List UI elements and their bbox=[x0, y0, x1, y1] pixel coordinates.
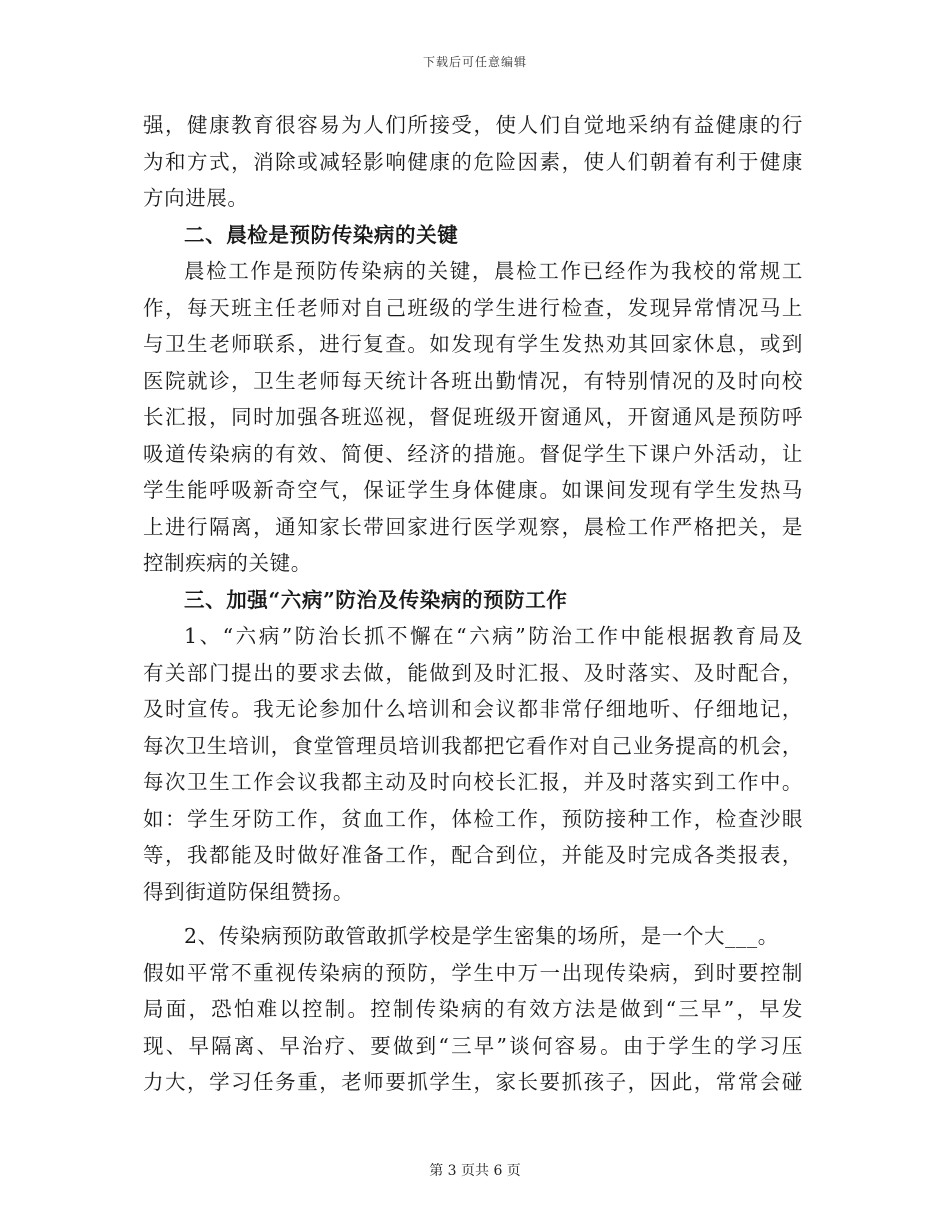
body-line: 学生能呼吸新奇空气，保证学生身体健康。如课间发现有学生发热马 bbox=[143, 478, 803, 502]
section-heading-3: 三、加强“六病”防治及传染病的预防工作 bbox=[184, 587, 568, 612]
body-line: 力大，学习任务重，老师要抓学生，家长要抓孩子，因此，常常会碰 bbox=[143, 1070, 803, 1094]
body-line: 假如平常不重视传染病的预防，学生中万一出现传染病，到时要控制 bbox=[143, 960, 803, 985]
body-line: 吸道传染病的有效、简便、经济的措施。督促学生下课户外活动，让 bbox=[143, 441, 803, 466]
body-line: 医院就诊，卫生老师每天统计各班出勤情况，有特别情况的及时向校 bbox=[143, 368, 803, 393]
body-line: 为和方式，消除或减轻影响健康的危险因素，使人们朝着有利于健康 bbox=[143, 149, 803, 174]
body-line: 长汇报，同时加强各班巡视，督促班级开窗通风，开窗通风是预防呼 bbox=[143, 405, 803, 429]
paragraph-gap bbox=[143, 910, 803, 918]
body-line: 局面，恐怕难以控制。控制传染病的有效方法是做到“三早”，早发 bbox=[143, 997, 803, 1021]
body-line: 控制疾病的关键。 bbox=[143, 551, 312, 575]
body-line: 如：学生牙防工作，贫血工作，体检工作，预防接种工作，检查沙眼 bbox=[143, 806, 803, 831]
body-line: 强，健康教育很容易为人们所接受，使人们自觉地采纳有益健康的行 bbox=[143, 113, 803, 137]
body-line: 每次卫生培训，食堂管理员培训我都把它看作对自己业务提高的机会， bbox=[143, 733, 803, 758]
body-line: 1、“六病”防治长抓不懈在“六病”防治工作中能根据教育局及 bbox=[184, 624, 803, 648]
body-line: 2、传染病预防敢管敢抓学校是学生密集的场所，是一个大___。 bbox=[184, 924, 779, 948]
body-line: 方向进展。 bbox=[143, 186, 249, 210]
body-line: 等，我都能及时做好准备工作，配合到位，并能及时完成各类报表， bbox=[143, 843, 803, 867]
body-line: 及时宣传。我无论参加什么培训和会议都非常仔细地听、仔细地记， bbox=[143, 697, 803, 721]
body-line: 现、早隔离、早治疗、要做到“三早”谈何容易。由于学生的学习压 bbox=[143, 1033, 803, 1058]
document-body bbox=[143, 107, 803, 1101]
body-line: 每次卫生工作会议我都主动及时向校长汇报，并及时落实到工作中。 bbox=[143, 770, 803, 794]
body-line: 上进行隔离，通知家长带回家进行医学观察，晨检工作严格把关，是 bbox=[143, 514, 803, 539]
body-line: 有关部门提出的要求去做，能做到及时汇报、及时落实、及时配合， bbox=[143, 660, 803, 685]
body-line: 作，每天班主任老师对自己班级的学生进行检查，发现异常情况马上 bbox=[143, 295, 803, 320]
page-number: 第 3 页共 6 页 bbox=[429, 1163, 521, 1179]
header-note: 下载后可任意编辑 bbox=[422, 55, 527, 69]
body-line: 得到街道防保组赞扬。 bbox=[143, 879, 354, 904]
body-line: 晨检工作是预防传染病的关键，晨检工作已经作为我校的常规工 bbox=[184, 259, 803, 283]
section-heading-2: 二、晨检是预防传染病的关键 bbox=[184, 222, 459, 247]
body-line: 与卫生老师联系，进行复查。如发现有学生发热劝其回家休息，或到 bbox=[143, 332, 803, 356]
